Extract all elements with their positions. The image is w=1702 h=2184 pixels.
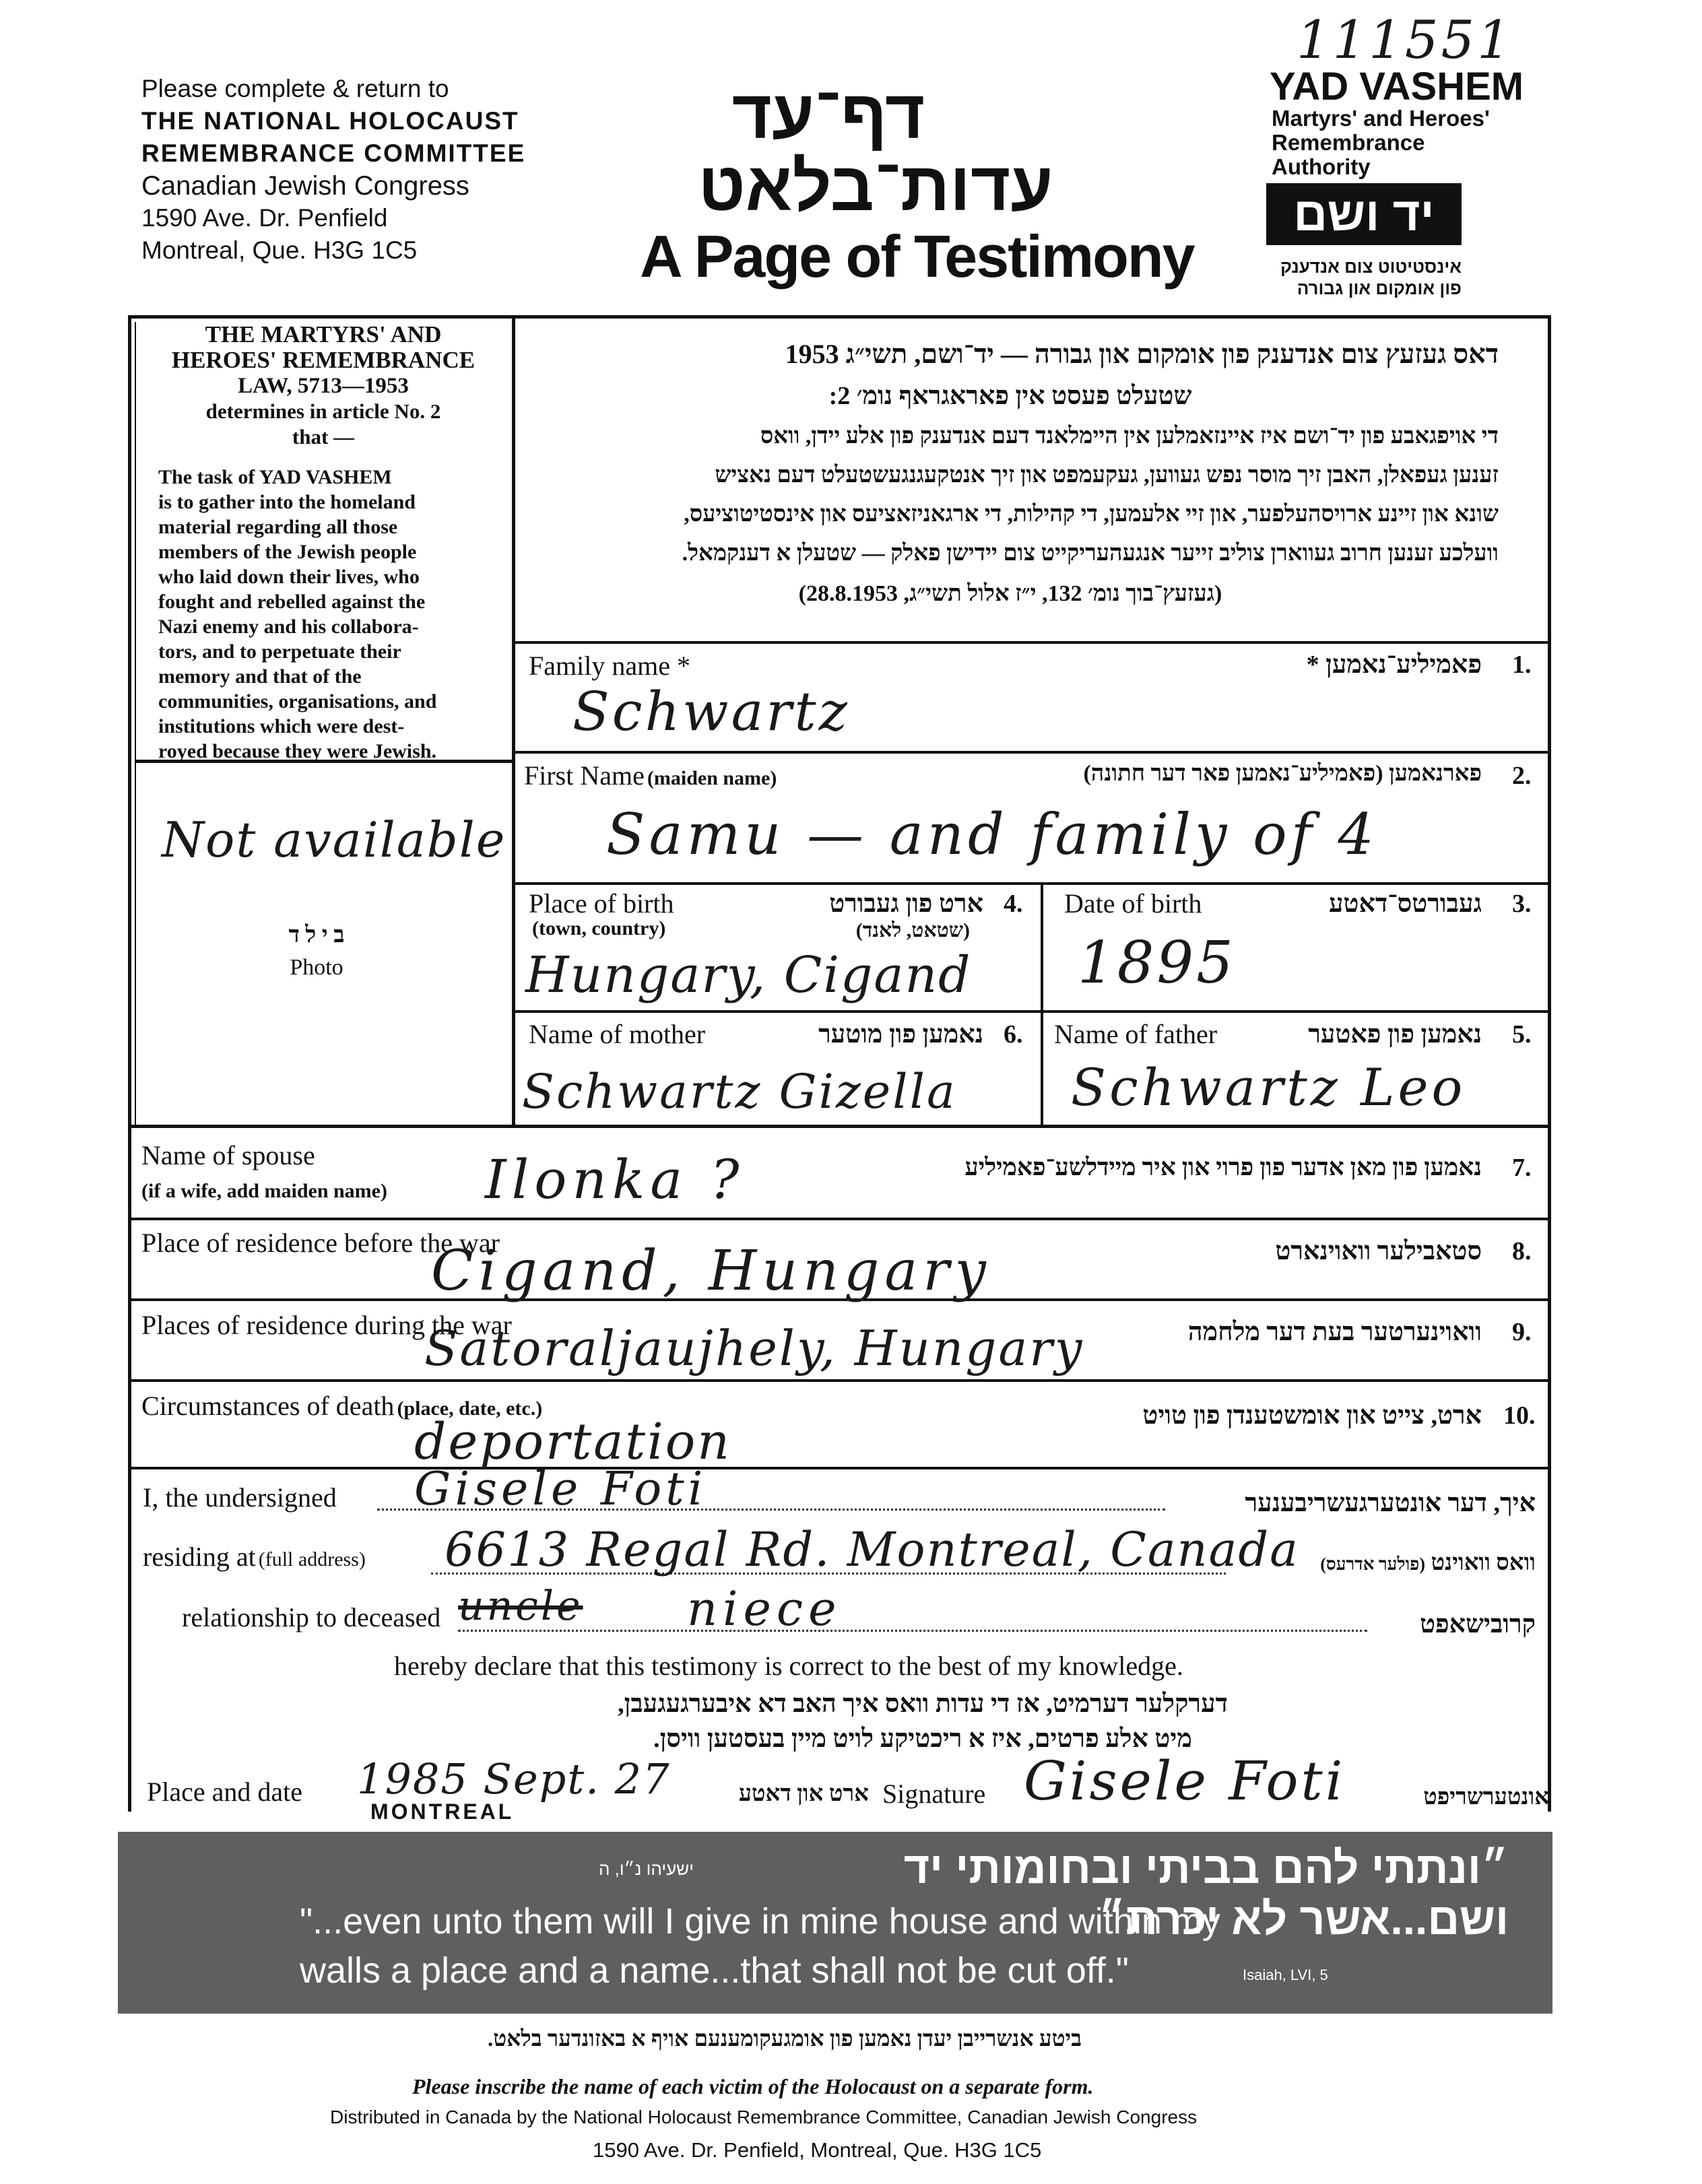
- return-line-3: REMEMBRANCE COMMITTEE: [141, 139, 526, 167]
- mother-number: 6.: [1004, 1020, 1023, 1049]
- return-line-6: Montreal, Que. H3G 1C5: [141, 236, 418, 264]
- yv-sub-3: Authority: [1272, 154, 1371, 179]
- relation-label: relationship to deceased: [182, 1602, 441, 1632]
- yv-sub-1: Martyrs' and Heroes': [1272, 106, 1490, 131]
- lower-frame-right: [1548, 1128, 1551, 1812]
- residence-before-label: Place of residence before the war: [141, 1228, 500, 1258]
- place-value[interactable]: MONTREAL: [370, 1799, 515, 1824]
- law-title-3: LAW, 5713—1953: [238, 374, 409, 398]
- declaration-text: hereby declare that this testimony is correct to the best of my knowledge.: [394, 1651, 1183, 1681]
- inner-border-left: [135, 322, 136, 1127]
- law-body-line: tors, and to perpetuate their: [158, 640, 401, 663]
- yv-sub-2: Remembrance: [1272, 130, 1425, 155]
- mother-label: Name of mother: [529, 1019, 706, 1049]
- place-of-birth-number: 4.: [1004, 890, 1023, 918]
- address-label-small: (full address): [258, 1548, 366, 1570]
- banner-hebrew-ref: ישעיהו נ״ו, ה: [598, 1859, 694, 1879]
- law-box: [138, 322, 509, 450]
- first-name-yiddish: פארנאמען (פאמיליע־נאמען פאר דער חתונה): [1083, 761, 1482, 786]
- address-yiddish: וואס וואוינט: [1431, 1550, 1536, 1575]
- divider-row-1: [513, 641, 1550, 644]
- spouse-value[interactable]: Ilonka ?: [485, 1148, 745, 1211]
- divider-death: [128, 1467, 1551, 1469]
- law-yiddish-line: זענען געפאלן, האבן זיך מוסר נפש געווען, געקעמפט און זיך אנטקעגנגעשטעלט דעם נאציש: [715, 463, 1499, 488]
- signature-value[interactable]: Gisele Foti: [1024, 1750, 1346, 1812]
- date-of-birth-label: Date of birth: [1064, 888, 1202, 919]
- yv-yiddish-1: אינסטיטוט צום אנדענק: [1280, 257, 1462, 277]
- banner-line-1: "...even unto them will I give in mine house and within my: [300, 1901, 1220, 1942]
- law-body-line: royed because they were Jewish.: [158, 740, 436, 762]
- photo-yiddish-label: ב י ל ד: [288, 923, 345, 948]
- declaration-yiddish-2: מיט אלע פרטים, איז א ריכטיקע לויט מיין בעסטען וויסן.: [653, 1725, 1192, 1753]
- divider-residence-during: [128, 1379, 1551, 1382]
- place-of-birth-label: Place of birth: [529, 888, 674, 919]
- law-yiddish-line: (געזעץ־בוך נומ׳ 132, י״ז אלול תשי״ג, 28.8.1953): [798, 581, 1222, 606]
- date-of-birth-value[interactable]: 1895: [1078, 929, 1236, 997]
- father-yiddish: נאמען פון פאטער: [1308, 1020, 1482, 1049]
- footer-distribution: Distributed in Canada by the National Holocaust Remembrance Committee, Canadian Jewish Congress: [330, 2107, 1198, 2127]
- first-name-label-small: (maiden name): [647, 767, 777, 789]
- yad-vashem-logo: יד ושם: [1266, 183, 1462, 245]
- photo-not-available: Not available: [162, 812, 506, 868]
- hebrew-title-1: דף־עד: [731, 76, 925, 153]
- declaration-yiddish-1: דערקלער דערמיט, אז די עדות וואס איך האב דא איבערגעגעבן,: [618, 1690, 1228, 1718]
- hebrew-title-2: עדות־בלאט: [698, 148, 1053, 225]
- law-body-line: fought and rebelled against the: [158, 591, 426, 613]
- undersigned-label: I, the undersigned: [143, 1482, 337, 1513]
- return-line-1: Please complete & return to: [141, 75, 449, 102]
- divider-row-4: [513, 1010, 1550, 1013]
- first-name-label: First Name: [524, 760, 645, 791]
- relation-line: [458, 1630, 1367, 1632]
- undersigned-yiddish: איך, דער אונטערגעשריבענער: [1245, 1489, 1536, 1517]
- relation-value[interactable]: niece: [687, 1581, 842, 1636]
- divider-dob: [1041, 884, 1043, 1010]
- residence-during-label: Places of residence during the war: [141, 1310, 512, 1340]
- page-title: A Page of Testimony: [640, 223, 1194, 290]
- residence-during-yiddish: וואוינערטער בעת דער מלחמה: [1187, 1318, 1482, 1346]
- relation-struck-value: uncle: [458, 1583, 583, 1630]
- photo-label: Photo: [290, 955, 343, 980]
- place-date-label: Place and date: [147, 1777, 302, 1807]
- death-label: Circumstances of death: [141, 1391, 395, 1421]
- address-label-group: [143, 1541, 366, 1573]
- law-body-line: who laid down their lives, who: [158, 566, 420, 588]
- residence-before-number: 8.: [1512, 1237, 1532, 1265]
- signature-label: Signature: [882, 1779, 986, 1809]
- family-name-label: Family name *: [529, 651, 690, 681]
- death-number: 10.: [1503, 1401, 1536, 1430]
- mother-yiddish: נאמען פון מוטער: [818, 1020, 983, 1049]
- undersigned-value[interactable]: Gisele Foti: [414, 1463, 707, 1516]
- law-body-line: The task of YAD VASHEM: [158, 466, 392, 488]
- law-yiddish-line: דאס געזעץ צום אנדענק פון אומקום און גבורה — יד־ושם, תשי״ג 1953: [785, 339, 1499, 369]
- family-name-value[interactable]: Schwartz: [572, 680, 850, 743]
- date-of-birth-yiddish: געבורטס־דאטע: [1329, 890, 1482, 918]
- spouse-label: Name of spouse: [141, 1140, 315, 1170]
- spouse-number: 7.: [1512, 1154, 1532, 1182]
- law-body-line: memory and that of the: [158, 665, 362, 688]
- family-name-yiddish: פאמיליע־נאמען *: [1306, 651, 1482, 679]
- archive-number: 111551: [1297, 10, 1513, 71]
- law-body-line: members of the Jewish people: [158, 541, 417, 563]
- place-of-birth-small: (town, country): [532, 917, 666, 939]
- address-label: residing at: [143, 1542, 256, 1572]
- law-body-line: institutions which were dest-: [158, 715, 405, 737]
- return-line-5: 1590 Ave. Dr. Penfield: [141, 204, 388, 232]
- lower-frame-left: [128, 1128, 131, 1812]
- return-line-2: THE NATIONAL HOLOCAUST: [141, 107, 519, 135]
- spouse-yiddish: נאמען פון מאן אדער פון פרוי און איר מיידלשע־פאמיליע: [964, 1154, 1482, 1181]
- yad-vashem-subtitle: [1272, 106, 1490, 179]
- banner-ref: Isaiah, LVI, 5: [1243, 1966, 1328, 1983]
- yad-vashem-name: YAD VASHEM: [1270, 65, 1524, 108]
- father-number: 5.: [1512, 1020, 1532, 1049]
- spouse-label-small: (if a wife, add maiden name): [141, 1180, 387, 1202]
- divider-row-2: [513, 751, 1550, 754]
- father-label: Name of father: [1054, 1019, 1218, 1049]
- place-date-yiddish: ארט און דאטע: [738, 1781, 869, 1806]
- law-yiddish-line: די אויפגאבע פון יד־ושם איז איינזאמלען אין היימלאנד דעם אנדענק פון אלע יידן, וואס: [760, 424, 1499, 449]
- yv-yiddish-2: פון אומקום און גבורה: [1297, 278, 1462, 298]
- law-body-line: Nazi enemy and his collabora-: [158, 616, 419, 638]
- return-line-4: Canadian Jewish Congress: [141, 171, 469, 201]
- law-yiddish-line: שונא און זיינע ארויסהעלפער, און זיי אלעמען, די קהילות, די ארגאניזאציעס און אינסטיטוציעס,: [684, 502, 1499, 527]
- address-value[interactable]: 6613 Regal Rd. Montreal, Canada: [445, 1522, 1299, 1577]
- yad-vashem-yiddish: [1253, 256, 1462, 299]
- address-yiddish-small: (פולער אדרעס): [1320, 1554, 1425, 1574]
- death-value[interactable]: deportation: [414, 1413, 731, 1471]
- law-article: determines in article No. 2: [205, 399, 441, 423]
- law-body-line: is to gather into the homeland: [158, 491, 416, 513]
- first-name-number: 2.: [1512, 762, 1532, 790]
- law-body-line: material regarding all those: [158, 516, 398, 538]
- death-yiddish: ארט, צייט און אומשטענדן פון טויט: [1142, 1401, 1482, 1430]
- divider-father: [1041, 1012, 1043, 1128]
- return-address-block: [141, 73, 525, 267]
- footer-address: 1590 Ave. Dr. Penfield, Montreal, Que. H3G 1C5: [593, 2138, 1042, 2162]
- date-value[interactable]: 1985 Sept. 27: [357, 1754, 671, 1804]
- family-name-number: 1.: [1512, 651, 1532, 679]
- law-yiddish-line: שטעלט פעסט אין פאראגראף נומ׳ 2:: [828, 382, 1192, 410]
- relation-yiddish: קרובישאפט: [1420, 1610, 1536, 1639]
- first-name-label-group: [524, 760, 777, 791]
- law-title-2: HEROES' REMEMBRANCE: [171, 347, 476, 373]
- footer-note: Please inscribe the name of each victim of the Holocaust on a separate form.: [412, 2074, 1094, 2098]
- signature-yiddish: אונטערשריפט: [1423, 1785, 1549, 1810]
- divider-spouse: [128, 1218, 1551, 1220]
- first-name-value[interactable]: Samu — and family of 4: [606, 801, 1378, 867]
- residence-during-value[interactable]: Satoraljaujhely, Hungary: [424, 1320, 1084, 1377]
- death-label-small: (place, date, etc.): [397, 1397, 543, 1420]
- place-of-birth-yiddish: ארט פון געבורט: [829, 890, 983, 918]
- date-of-birth-number: 3.: [1512, 890, 1532, 918]
- banner-line-2: walls a place and a name...that shall not be cut off.": [300, 1950, 1129, 1991]
- banner-hebrew: ״ונתתי להם בביתי ובחומותי יד ושם...אשר לא יכרת״: [903, 1843, 1509, 1944]
- law-that: that —: [292, 425, 355, 449]
- law-yiddish-line: וועלכע זענען חרוב געווארן צוליב זייער אנגעהעריקייט צום יידישן פאלק — שטעלן א דענקמאל.: [682, 541, 1499, 566]
- residence-before-value[interactable]: Cigand, Hungary: [431, 1239, 991, 1303]
- divider-row-3: [513, 882, 1550, 885]
- divider-vertical-left: [512, 317, 515, 1127]
- place-of-birth-yiddish-small: (שטאט, לאנד): [855, 919, 970, 941]
- law-body: [158, 465, 495, 764]
- father-value[interactable]: Schwartz Leo: [1071, 1057, 1466, 1117]
- address-yiddish-group: [1226, 1550, 1536, 1576]
- residence-before-yiddish: סטאבילער וואוינארט: [1275, 1237, 1482, 1265]
- law-title-1: THE MARTYRS' AND: [205, 321, 442, 348]
- law-yiddish: [522, 333, 1499, 615]
- mother-value[interactable]: Schwartz Gizella: [522, 1064, 957, 1119]
- residence-during-number: 9.: [1512, 1318, 1532, 1346]
- place-of-birth-value[interactable]: Hungary, Cigand: [525, 946, 972, 1004]
- law-body-line: communities, organisations, and: [158, 690, 437, 713]
- footer-yiddish: ביטע אנשרייבן יעדן נאמען פון אומגעקומענעם אויף א באזונדער בלאט.: [487, 2027, 1082, 2051]
